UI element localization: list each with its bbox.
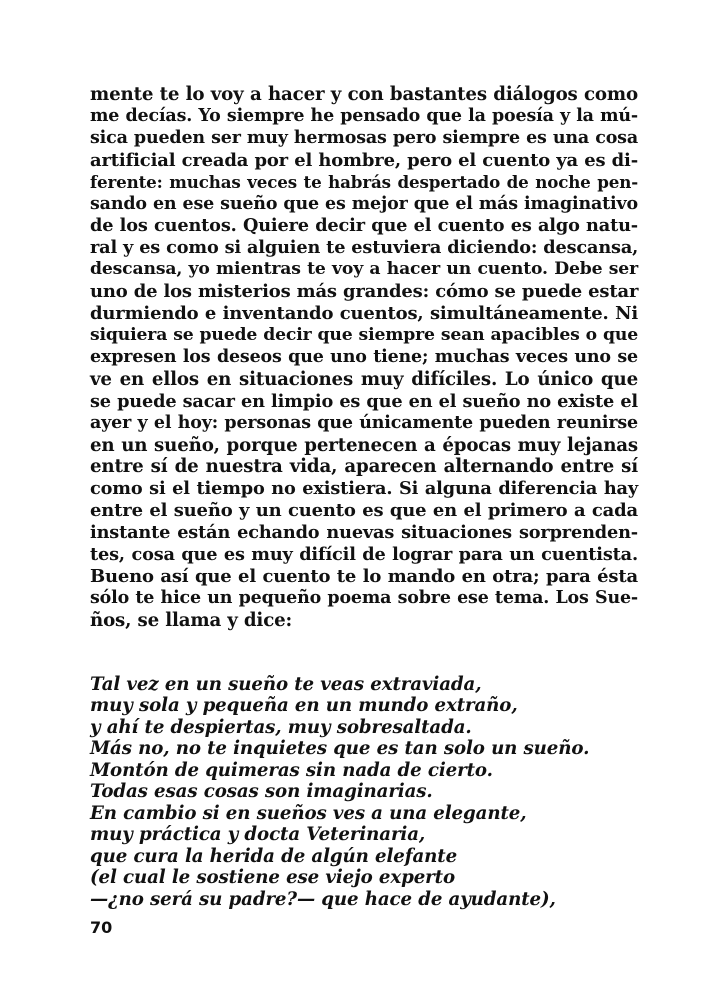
page-number: 70 [90,918,113,937]
prose-line: expresen los deseos que uno tiene; muchas veces uno se [90,346,638,367]
prose-line: siquiera se puede decir que siempre sean apacibles o que [90,324,638,345]
poem-verse: (el cual le sostiene ese viejo experto [90,867,455,889]
prose-line: ños, se llama y dice: [90,609,293,631]
prose-line: ve en ellos en situaciones muy difíciles. Lo único que [90,368,638,390]
poem-verse: —¿no será su padre?— que hace de ayudante), [90,888,556,910]
poem-verse: Todas esas cosas son imaginarias. [90,781,433,803]
poem-verse: Tal vez en un sueño te veas extraviada, [90,673,482,695]
prose-line: sólo te hice un pequeño poema sobre ese tema. Los Sue- [90,587,638,608]
prose-line: tes, cosa que es muy difícil de lograr para un cuentista. [90,544,638,566]
prose-line: ayer y el hoy: personas que únicamente pueden reunirse [90,412,638,433]
prose-line: uno de los misterios más grandes: cómo se puede estar [90,281,639,303]
prose-line: entre sí de nuestra vida, aparecen alternando entre sí [90,456,638,478]
prose-line: de los cuentos. Quiere decir que el cuento es algo natu- [90,215,638,237]
poem-verse: y ahí te despiertas, muy sobresaltada. [90,716,472,738]
prose-line: ral y es como si alguien te estuviera diciendo: descansa, [90,237,639,259]
prose-line: artificial creada por el hombre, pero el cuento ya es di- [90,149,638,171]
prose-line: descansa, yo mientras te voy a hacer un cuento. Debe ser [90,259,638,280]
prose-paragraph [90,84,638,632]
prose-line: en un sueño, porque pertenecen a épocas muy lejanas [90,434,638,456]
poem-verse: En cambio si en sueños ves a una elegante, [90,802,527,824]
prose-line: durmiendo e inventando cuentos, simultáneamente. Ni [90,303,638,325]
prose-line: como si el tiempo no existiera. Si alguna diferencia hay [90,478,638,500]
prose-line: Bueno así que el cuento te lo mando en otra; para ésta [90,565,638,587]
book-page [90,84,638,910]
poem-verse: Montón de quimeras sin nada de cierto. [90,759,493,781]
prose-line: se puede sacar en limpio es que en el sueño no existe el [90,390,638,412]
poem-verse: Más no, no te inquietes que es tan solo un sueño. [90,738,590,760]
poem-verse: muy práctica y docta Veterinaria, [90,824,426,846]
poem-verse: que cura la herida de algún elefante [90,845,458,867]
prose-line: mente te lo voy a hacer y con bastantes diálogos como [90,84,638,105]
poem-verse: muy sola y pequeña en un mundo extraño, [90,695,518,717]
prose-line: ferente: muchas veces te habrás despertado de noche pen- [90,171,638,192]
prose-line: entre el sueño y un cuento es que en el primero a cada [90,500,638,522]
poem-stanza [90,674,638,911]
prose-line: sica pueden ser muy hermosas pero siempre es una cosa [90,127,638,148]
prose-line: me decías. Yo siempre he pensado que la poesía y la mú- [90,105,638,126]
prose-line: instante están echando nuevas situaciones sorprenden- [90,522,638,544]
prose-line: sando en ese sueño que es mejor que el más imaginativo [90,193,638,214]
